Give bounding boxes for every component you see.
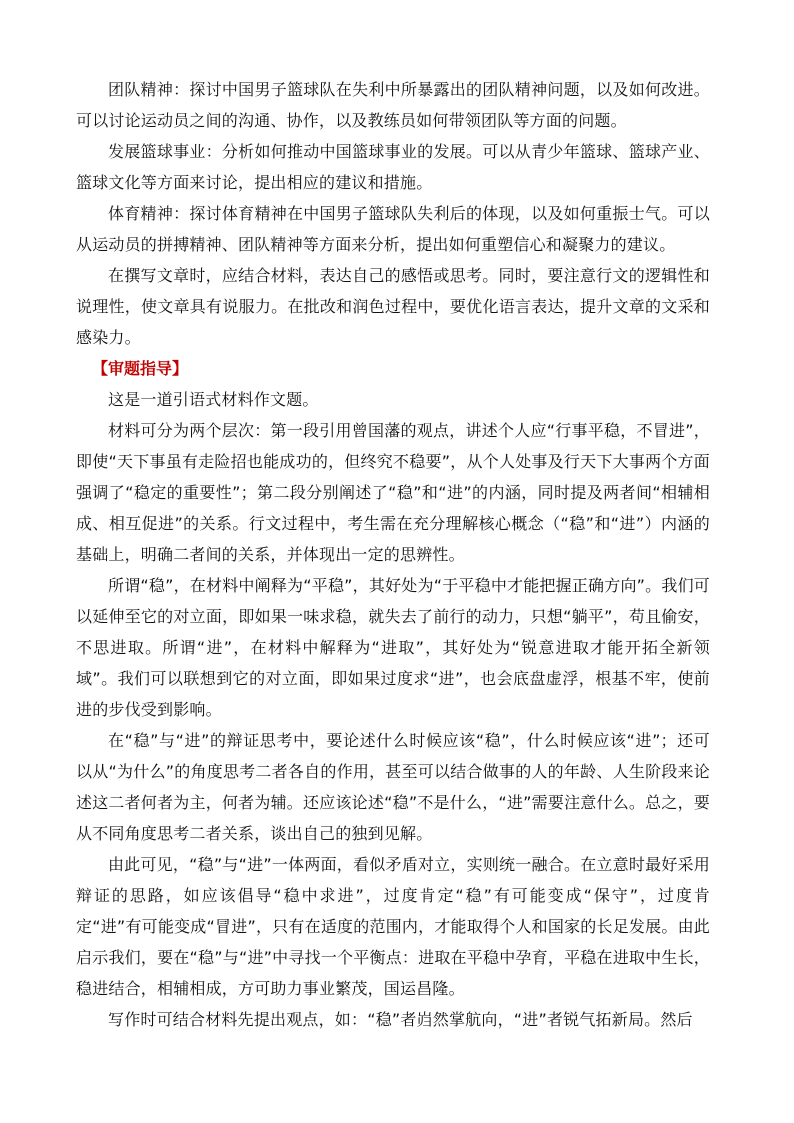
paragraph-material-levels: 材料可分为两个层次：第一段引用曾国藩的观点，讲述个人应“行事平稳，不冒进”，即使“天下事虽有走险招也能成功的，但终究不稳要”，从个人处事及行天下大事两个方面强调了“稳定的重要性”；第二段分别阐述了“稳”和“进”的内涵，同时提及两者间“相辅相成、相互促进”的关系。行文过程中，考生需在充分理解核心概念（“稳”和“进”）内涵的基础上，明确二者间的关系，并体现出一定的思辨性。	[76, 421, 710, 564]
section-heading: 【审题指导】	[92, 359, 189, 378]
paragraph-sports-spirit: 体育精神：探讨体育精神在中国男子篮球队失利后的体现，以及如何重振士气。可以从运动员的拼搏精神、团队精神等方面来分析，提出如何重塑信心和凝聚力的建议。	[76, 204, 710, 254]
paragraph-dialectic-thinking: 在“稳”与“进”的辩证思考中，要论述什么时候应该“稳”，什么时候应该“进”；还可以从“为什么”的角度思考二者各自的作用，甚至可以结合做事的人的年龄、人生阶段来论述这二者何者为主，何者为辅。还应该论述“稳”不是什么，“进”需要注意什么。总之，要从不同角度思考二者关系，谈出自己的独到见解。	[76, 731, 710, 843]
paragraph-stability-progress: 所谓“稳”，在材料中阐释为“平稳”，其好处为“于平稳中才能把握正确方向”。我们可以延伸至它的对立面，即如果一味求稳，就失去了前行的动力，只想“躺平”，苟且偷安，不思进取。所谓“进”，在材料中解释为“进取”，其好处为“锐意进取才能开拓全新领域”。我们可以联想到它的对立面，即如果过度求“进”，也会底盘虚浮，根基不牢，使前进的步伐受到影响。	[76, 576, 710, 719]
paragraph-writing-tip: 写作时可结合材料先提出观点，如：“稳”者岿然掌航向，“进”者锐气拓新局。然后	[108, 1010, 693, 1029]
paragraph-balance-conclusion: 由此可见，“稳”与“进”一体两面，看似矛盾对立，实则统一融合。在立意时最好采用辩证的思路，如应该倡导“稳中求进”，过度肯定“稳”有可能变成“保守”，过度肯定“进”有可能变成“冒进”，只有在适度的范围内，才能取得个人和国家的长足发展。由此启示我们，要在“稳”与“进”中寻找一个平衡点：进取在平稳中孕育，平稳在进取中生长，稳进结合，相辅相成，方可助力事业繁茂，国运昌隆。	[76, 855, 710, 998]
paragraph-question-type: 这是一道引语式材料作文题。	[108, 390, 319, 409]
paragraph-writing-advice: 在撰写文章时，应结合材料，表达自己的感悟或思考。同时，要注意行文的逻辑性和说理性，使文章具有说服力。在批改和润色过程中，要优化语言表达，提升文章的文采和感染力。	[76, 266, 710, 347]
paragraph-develop-basketball: 发展篮球事业：分析如何推动中国篮球事业的发展。可以从青少年篮球、篮球产业、篮球文化等方面来讨论，提出相应的建议和措施。	[76, 142, 710, 192]
paragraph-team-spirit: 团队精神：探讨中国男子篮球队在失利中所暴露出的团队精神问题，以及如何改进。可以讨论运动员之间的沟通、协作，以及教练员如何带领团队等方面的问题。	[76, 80, 710, 130]
